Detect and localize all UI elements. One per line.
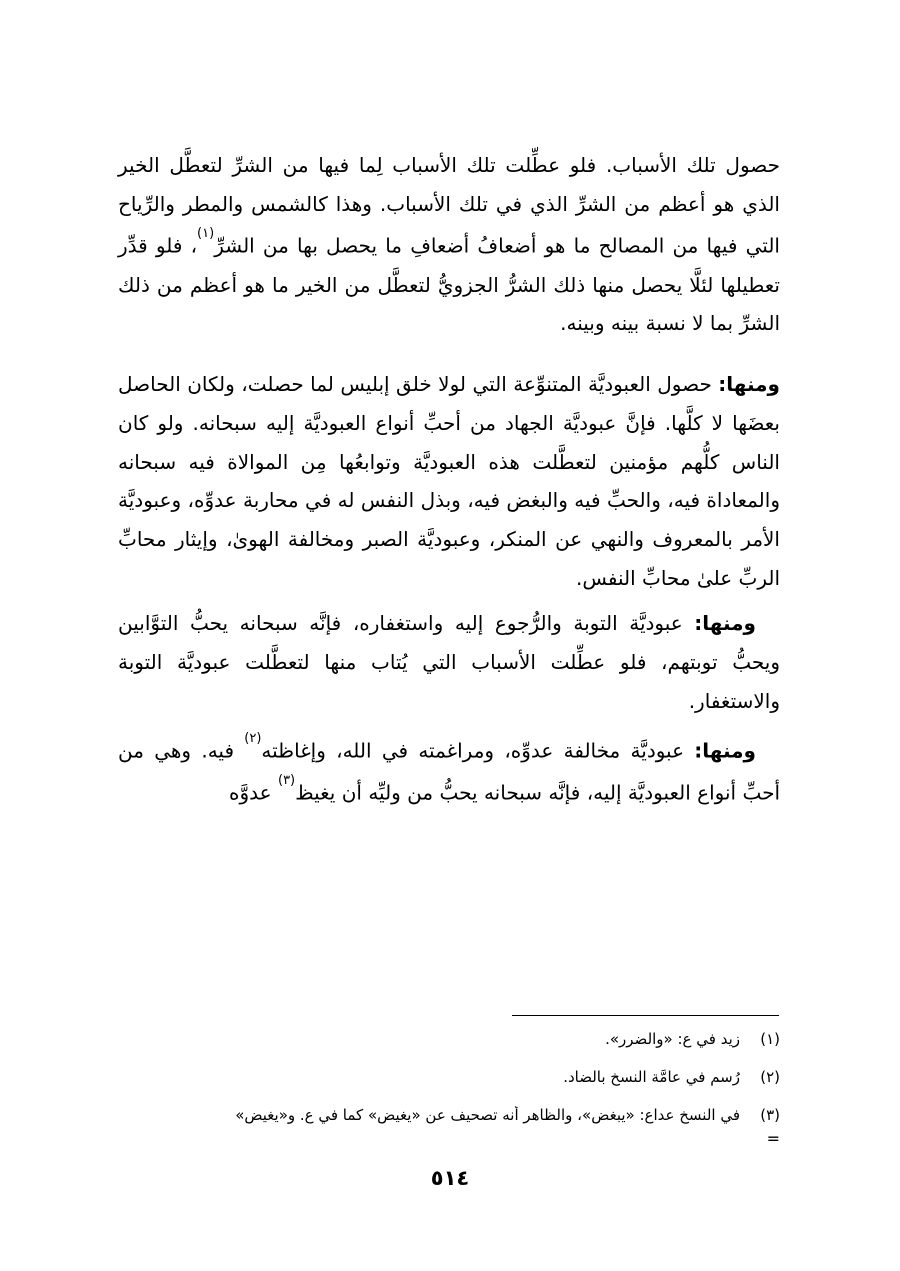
paragraph-3 bbox=[118, 604, 780, 720]
paragraph-3-lead: ومنها: bbox=[694, 611, 756, 636]
page-number: ٥١٤ bbox=[430, 1166, 470, 1190]
main-text bbox=[118, 146, 780, 812]
paragraph-3-text: عبوديَّة التوبة والرُّجوع إليه واستغفاره، فإنَّه سبحانه يحبُّ التوَّابين ويحبُّ توبتهم، فلو عطِّلت الأسباب التي يُتاب منها لتعطَّلت عبوديَّة التوبة والاستغفار. bbox=[118, 611, 780, 713]
paragraph-4-text-a: عبوديَّة مخالفة عدوِّه، ومراغمته في الله، وإغاظته bbox=[261, 738, 695, 763]
paragraph-1 bbox=[118, 146, 780, 343]
paragraph-2 bbox=[118, 365, 780, 597]
paragraph-1-text-b: ، فلو قدِّر تعطيلها لئلَّا يحصل منها ذلك الشرُّ الجزويُّ لتعطَّل من الخير ما هو أعظم من ذلك الشرِّ بما لا نسبة بينه وبينه. bbox=[118, 234, 780, 336]
paragraph-2-text: حصول العبوديَّة المتنوِّعة التي لولا خلق إبليس لما حصلت، ولكان الحاصل بعضَها لا كلَّها. فإنَّ عبوديَّة الجهاد من أحبِّ أنواع العبوديَّة إليه سبحانه. ولو كان الناس كلُّهم مؤمنين لتعطَّلت هذه العبوديَّة وتوابعُها مِن الموالاة فيه سبحانه والمعاداة فيه، والحبِّ فيه والبغض فيه، وبذل النفس له في محاربة عدوِّه، وعبوديَّة الأمر بالمعروف والنهي عن المنكر، وعبوديَّة الصبر ومخالفة الهوىٰ، وإيثار محابِّ الربِّ علىٰ محابِّ النفس. bbox=[118, 372, 780, 590]
paragraph-2-lead: ومنها: bbox=[718, 372, 780, 397]
footnote-text: زيد في ع: «والضرر». bbox=[605, 1030, 740, 1048]
footnote-number: (١) bbox=[760, 1030, 780, 1048]
footnote-ref-2: (٢) bbox=[244, 730, 262, 746]
footnote-1 bbox=[118, 1030, 780, 1068]
paragraph-4-text-c: عدوَّه bbox=[229, 780, 278, 805]
paragraph-1-text-a: حصول تلك الأسباب. فلو عطِّلت تلك الأسباب لِما فيها من الشرِّ لتعطَّل الخير الذي هو أعظم من الشرِّ الذي في تلك الأسباب. وهذا كالشمس والمطر والرِّياح التي فيها من المصالح ما هو أضعافُ أضعافِ ما يحصل بها من الشرِّ bbox=[118, 153, 780, 259]
footnote-text: رُسم في عامَّة النسخ بالضاد. bbox=[563, 1068, 740, 1086]
paragraph-gap bbox=[118, 721, 780, 728]
footnotes bbox=[118, 1030, 780, 1148]
paragraph-4-lead: ومنها: bbox=[694, 738, 756, 763]
footnote-text: في النسخ عداع: «يبغض»، والظاهر أنه تصحيف عن «يغيض» كما في ع. و«يغيض» bbox=[235, 1106, 740, 1124]
footnote-ref-3: (٣) bbox=[277, 772, 296, 788]
footnote-number: (٢) bbox=[760, 1068, 780, 1086]
footnote-separator bbox=[512, 1015, 779, 1016]
footnote-number: (٣) bbox=[760, 1106, 780, 1124]
footnote-ref-1: (١) bbox=[197, 226, 215, 242]
footnote-continuation-mark: = bbox=[766, 1129, 780, 1148]
footnote-3 bbox=[118, 1106, 780, 1132]
paragraph-4 bbox=[118, 728, 780, 813]
footnote-2 bbox=[118, 1068, 780, 1106]
paragraph-4-text-b: فيه. وهي من أحبِّ أنواع العبوديَّة إليه، فإنَّه سبحانه يحبُّ من وليِّه أن يغيظ bbox=[118, 738, 780, 805]
paragraph-gap bbox=[118, 597, 780, 604]
